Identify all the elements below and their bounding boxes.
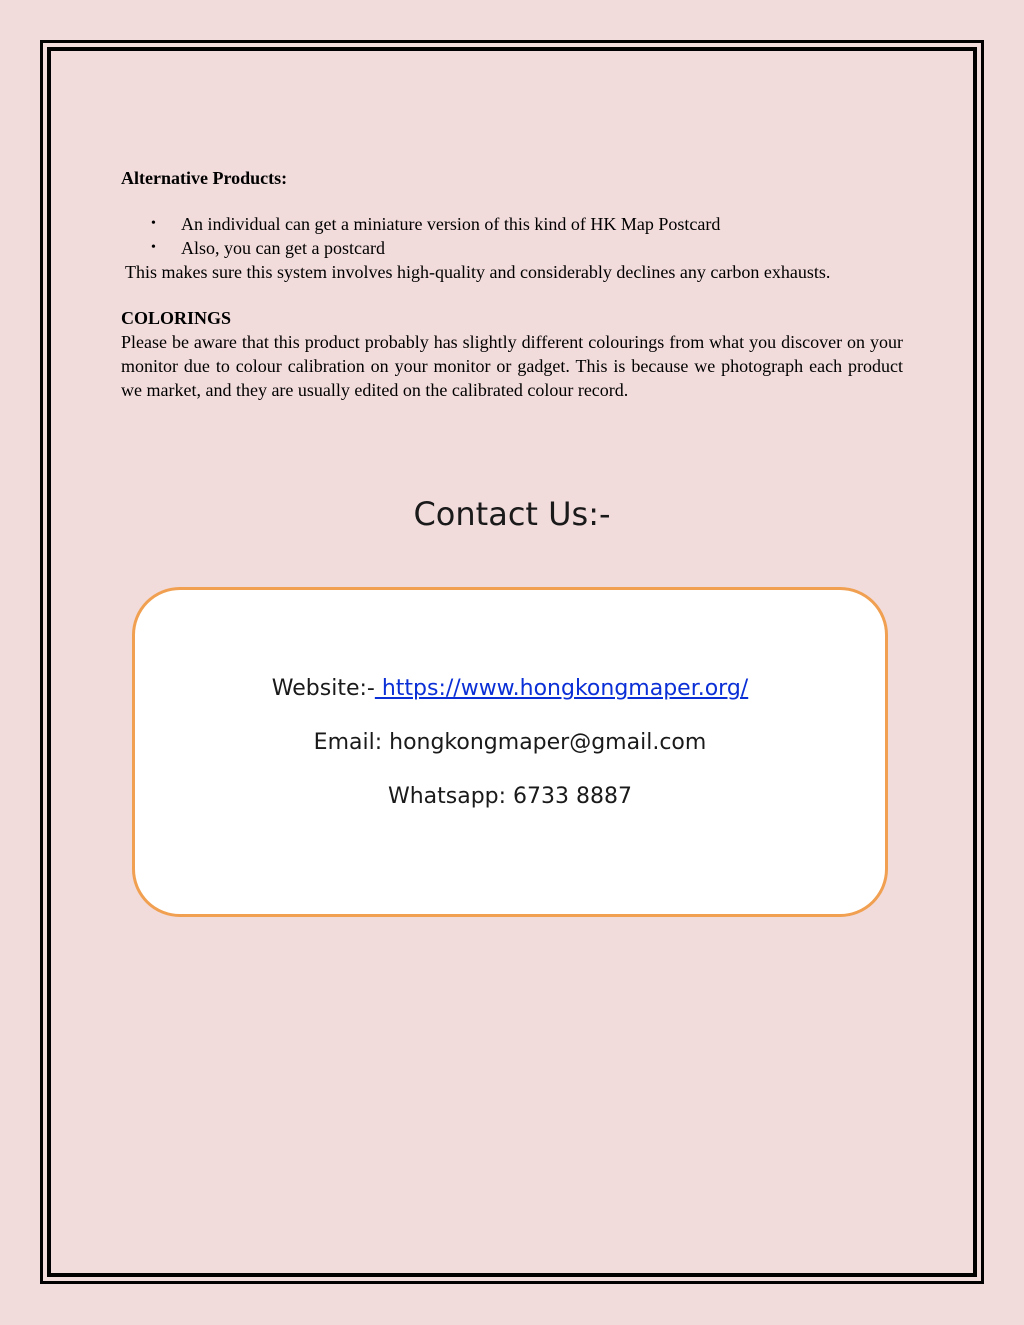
email-value: hongkongmaper@gmail.com [389,730,707,755]
list-item [151,236,903,260]
list-item [151,212,903,236]
whatsapp-line [135,782,885,812]
alternative-products-heading: Alternative Products: [121,168,288,188]
email-line [135,728,885,758]
list-item-text: An individual can get a miniature version of this kind of HK Map Postcard [181,214,721,234]
colorings-paragraph: Please be aware that this product probably has slightly different colourings from what you discover on your monitor due to colour calibration on your monitor or gadget. This is because we photograph each product we market, and they are usually edited on the calibrated colour record. [121,332,903,400]
website-label: Website:- [271,676,375,701]
quality-paragraph: This makes sure this system involves high-quality and considerably declines any carbon exhausts. [125,262,831,282]
whatsapp-label: Whatsapp: [387,784,514,809]
contact-box [132,587,888,917]
document-body [121,166,903,402]
list-item-text: Also, you can get a postcard [181,238,385,258]
website-link[interactable]: https://www.hongkongmaper.org/ [374,676,749,701]
colorings-heading: COLORINGS [121,308,232,328]
bullet-icon: • [151,216,156,231]
alternative-products-list [121,212,903,260]
contact-us-title: Contact Us:- [413,495,611,533]
whatsapp-value: 6733 8887 [513,784,633,809]
website-line [135,674,885,704]
bullet-icon: • [151,240,156,255]
email-label: Email: [313,730,390,755]
